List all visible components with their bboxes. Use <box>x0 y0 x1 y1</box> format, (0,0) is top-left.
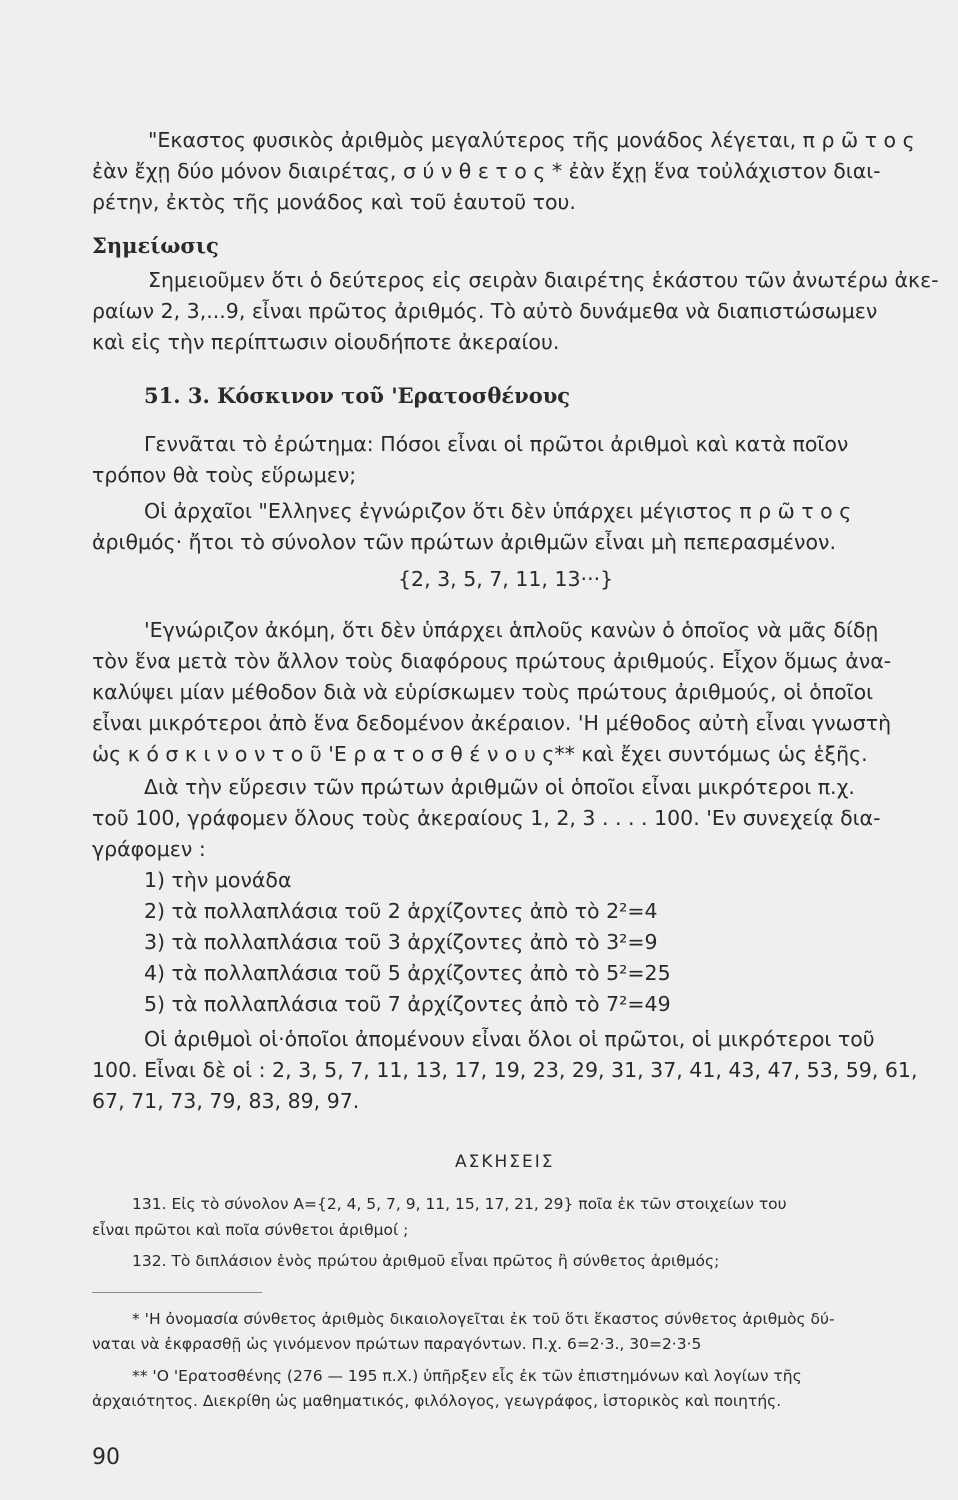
paragraph-3-line-1: Οἱ ἀρχαῖοι "Ελληνες ἐγνώριζον ὅτι δὲν ὑπάρχει μέγιστος π ρ ῶ τ ο ς <box>144 499 852 523</box>
paragraph-6-line-1: Οἱ ἀριθμοὶ οἱ·ὁποῖοι ἀπομένουν εἶναι ὅλοι οἱ πρῶτοι, οἱ μικρότεροι τοῦ <box>144 1027 875 1051</box>
footnote-1-line-2: ναται νὰ ἐκφρασθῇ ὡς γινόμενον πρώτων παραγόντων. Π.χ. 6=2·3., 30=2·3·5 <box>92 1335 702 1353</box>
footnote-1-line-1: * 'Η ὀνομασία σύνθετος ἀριθμὸς δικαιολογεῖται ἐκ τοῦ ὅτι ἕκαστος σύνθετος ἀριθμὸς δύ- <box>132 1310 835 1328</box>
exercise-131-line-2: εἶναι πρῶτοι καὶ ποῖα σύνθετοι ἀριθμοί ; <box>92 1221 409 1239</box>
paragraph-1-line-2: ἐὰν ἔχῃ δύο μόνον διαιρέτας, σ ύ ν θ ε τ ο ς * ἐὰν ἔχῃ ἕνα τοὐλάχιστον διαι- <box>92 159 881 183</box>
paragraph-1-line-3: ρέτην, ἐκτὸς τῆς μονάδος καὶ τοῦ ἑαυτοῦ του. <box>92 190 576 214</box>
paragraph-4-line-2: τὸν ἕνα μετὰ τὸν ἄλλον τοὺς διαφόρους πρώτους ἀριθμούς. Εἶχον ὅμως ἀνα- <box>92 649 892 673</box>
footnote-divider <box>92 1292 262 1293</box>
note-line-3: καὶ εἰς τὴν περίπτωσιν οἱουδήποτε ἀκεραίου. <box>92 330 560 354</box>
footnote-2-line-2: ἀρχαιότητος. Διεκρίθη ὡς μαθηματικός, φιλόλογος, γεωγράφος, ἱστορικὸς καὶ ποιητής. <box>92 1392 782 1410</box>
prime-set: {2, 3, 5, 7, 11, 13···} <box>398 567 614 591</box>
page-number: 90 <box>92 1445 120 1470</box>
paragraph-4-line-4: εἶναι μικρότεροι ἀπὸ ἕνα δεδομένον ἀκέραιον. 'Η μέθοδος αὐτὴ εἶναι γνωστὴ <box>92 711 892 735</box>
step-2: 2) τὰ πολλαπλάσια τοῦ 2 ἀρχίζοντες ἀπὸ τὸ 2²=4 <box>144 899 658 923</box>
paragraph-4-line-3: καλύψει μίαν μέθοδον διὰ νὰ εὑρίσκωμεν τοὺς πρώτους ἀριθμούς, οἱ ὁποῖοι <box>92 680 874 704</box>
paragraph-2-line-1: Γεννᾶται τὸ ἐρώτημα: Πόσοι εἶναι οἱ πρῶτοι ἀριθμοὶ καὶ κατὰ ποῖον <box>144 432 849 456</box>
paragraph-4-line-5: ὡς κ ό σ κ ι ν ο ν τ ο ῦ 'Ε ρ α τ ο σ θ έ ν ο υ ς** καὶ ἔχει συντόμως ὡς ἑξῆς. <box>92 742 868 766</box>
note-line-1: Σημειοῦμεν ὅτι ὁ δεύτερος εἰς σειρὰν διαιρέτης ἑκάστου τῶν ἀνωτέρω ἀκε- <box>148 268 939 292</box>
note-heading: Σημείωσις <box>92 233 219 258</box>
step-5: 5) τὰ πολλαπλάσια τοῦ 7 ἀρχίζοντες ἀπὸ τὸ 7²=49 <box>144 992 671 1016</box>
note-line-2: ραίων 2, 3,...9, εἶναι πρῶτος ἀριθμός. Τὸ αὐτὸ δυνάμεθα νὰ διαπιστώσωμεν <box>92 299 878 323</box>
step-3: 3) τὰ πολλαπλάσια τοῦ 3 ἀρχίζοντες ἀπὸ τὸ 3²=9 <box>144 930 658 954</box>
exercise-132: 132. Τὸ διπλάσιον ἑνὸς πρώτου ἀριθμοῦ εἶναι πρῶτος ἢ σύνθετος ἀριθμός; <box>132 1252 720 1270</box>
paragraph-1-line-1: "Εκαστος φυσικὸς ἀριθμὸς μεγαλύτερος τῆς μονάδος λέγεται, π ρ ῶ τ ο ς <box>148 128 915 152</box>
paragraph-5-line-1: Διὰ τὴν εὕρεσιν τῶν πρώτων ἀριθμῶν οἱ ὁποῖοι εἶναι μικρότεροι π.χ. <box>144 775 855 799</box>
paragraph-3-line-2: ἀριθμός· ἤτοι τὸ σύνολον τῶν πρώτων ἀριθμῶν εἶναι μὴ πεπερασμένον. <box>92 530 836 554</box>
exercise-131-line-1: 131. Εἰς τὸ σύνολον A={2, 4, 5, 7, 9, 11, 15, 17, 21, 29} ποῖα ἐκ τῶν στοιχείων του <box>132 1195 787 1213</box>
paragraph-6-line-3: 67, 71, 73, 79, 83, 89, 97. <box>92 1089 360 1113</box>
paragraph-4-line-1: 'Εγνώριζον ἀκόμη, ὅτι δὲν ὑπάρχει ἁπλοῦς κανὼν ὁ ὁποῖος νὰ μᾶς δίδῃ <box>144 618 879 642</box>
paragraph-2-line-2: τρόπον θὰ τοὺς εὕρωμεν; <box>92 463 357 487</box>
step-1: 1) τὴν μονάδα <box>144 868 292 892</box>
step-4: 4) τὰ πολλαπλάσια τοῦ 5 ἀρχίζοντες ἀπὸ τὸ 5²=25 <box>144 961 671 985</box>
paragraph-6-line-2: 100. Εἶναι δὲ οἱ : 2, 3, 5, 7, 11, 13, 17, 19, 23, 29, 31, 37, 41, 43, 47, 53, 59, 61, <box>92 1058 918 1082</box>
paragraph-5-line-3: γράφομεν : <box>92 837 206 861</box>
footnote-2-line-1: ** 'Ο 'Ερατοσθένης (276 — 195 π.Χ.) ὑπῆρξεν εἷς ἐκ τῶν ἐπιστημόνων καὶ λογίων τῆς <box>132 1367 802 1385</box>
exercises-heading: ΑΣΚΗΣΕΙΣ <box>455 1152 555 1172</box>
paragraph-5-line-2: τοῦ 100, γράφομεν ὅλους τοὺς ἀκεραίους 1, 2, 3 . . . . 100. 'Εν συνεχείᾳ δια- <box>92 806 881 830</box>
section-heading: 51. 3. Κόσκινον τοῦ 'Ερατοσθένους <box>144 383 571 408</box>
